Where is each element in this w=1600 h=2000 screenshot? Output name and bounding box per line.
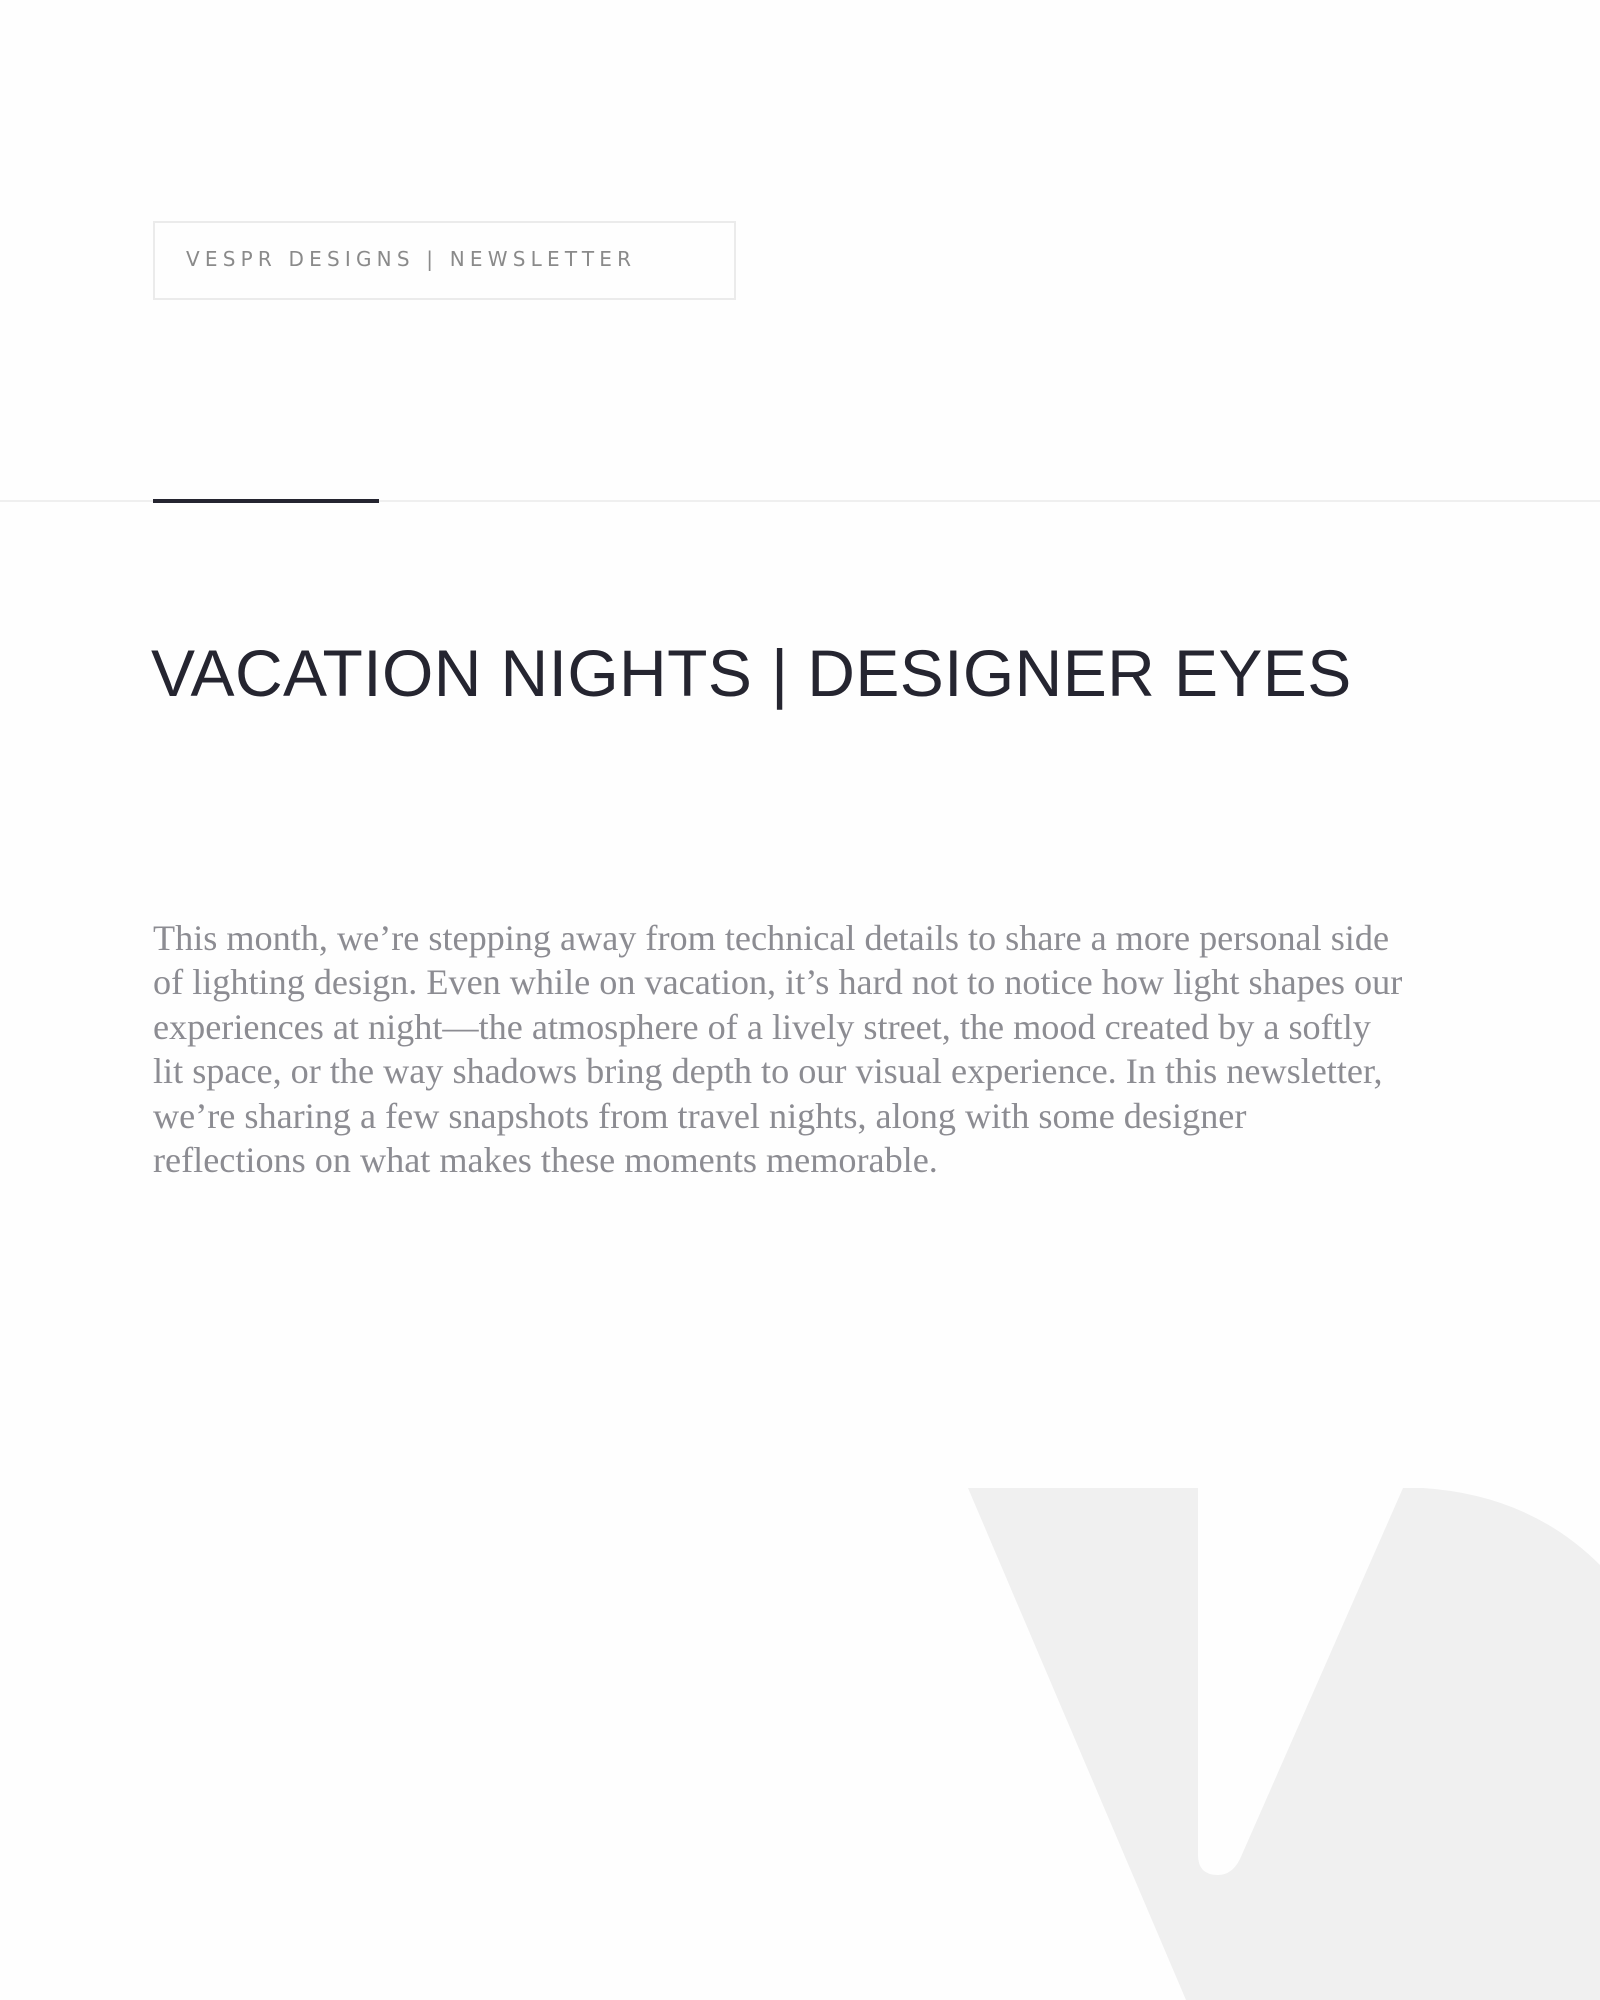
newsletter-header-box	[153, 221, 736, 300]
title-accent-rule	[153, 499, 379, 503]
vespr-v-mark-icon	[960, 1485, 1600, 2000]
page-title: VACATION NIGHTS | DESIGNER EYES	[151, 636, 1352, 710]
intro-paragraph: This month, we’re stepping away from technical details to share a more personal side of lighting design. Even while on vacation, it’s hard not to notice how light shapes our experiences at night—the atmosphere of a lively street, the mood created by a softly lit space, or the way shadows bring depth to our visual experience. In this newsletter, we’re sharing a few snapshots from travel nights, along with some designer reflections on what makes these moments memorable.	[153, 918, 1403, 1181]
newsletter-header-label: VESPR DESIGNS | NEWSLETTER	[186, 247, 637, 271]
